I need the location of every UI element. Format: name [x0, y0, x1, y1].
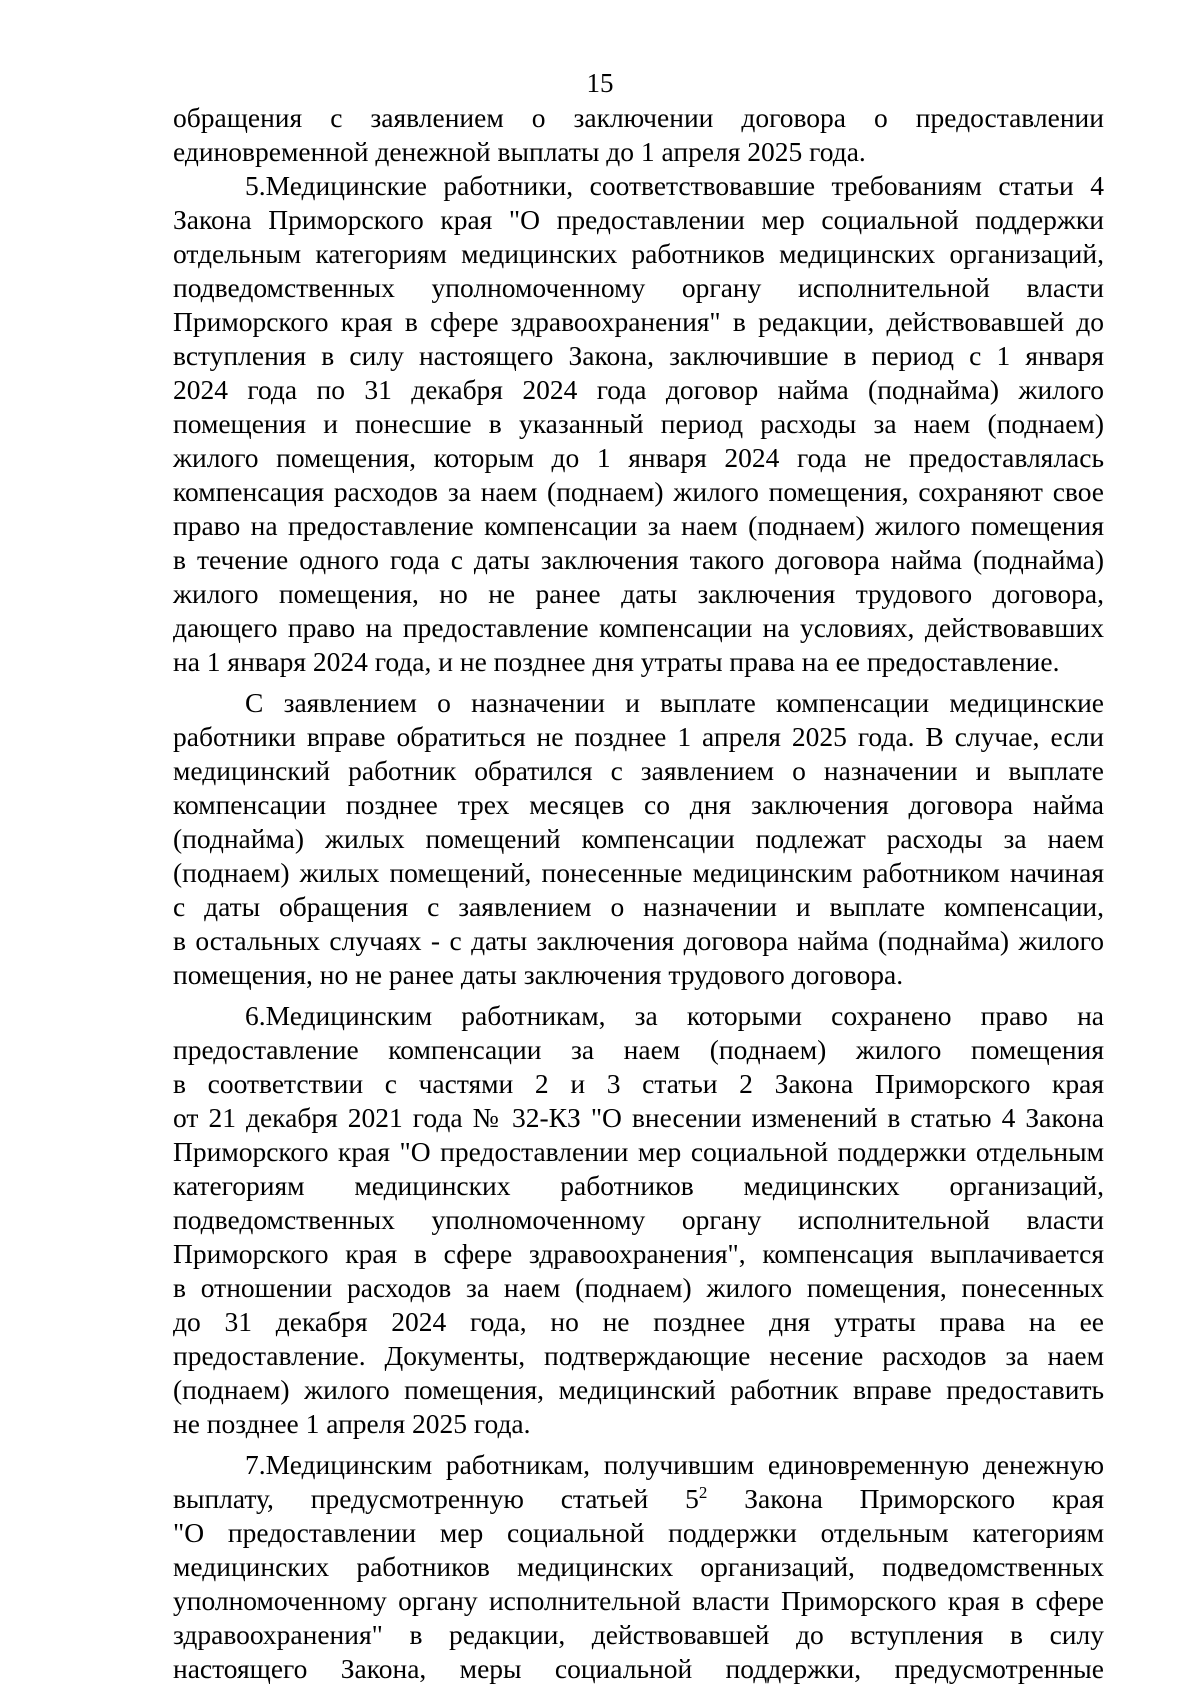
text-line: (поднайма) жилых помещений компенсации подлежат расходы за наем	[173, 823, 1104, 854]
text-line: в течение одного года с даты заключения такого договора найма (поднайма)	[173, 544, 1104, 575]
text-line: 6.Медицинским работникам, за которыми сохранено право на	[245, 1000, 1104, 1031]
text-line: Закона Приморского края "О предоставлении мер социальной поддержки	[173, 204, 1104, 235]
text-line: уполномоченному органу исполнительной власти Приморского края в сфере	[173, 1585, 1104, 1616]
text-line: "О предоставлении мер социальной поддержки отдельным категориям	[173, 1517, 1104, 1548]
text-line: 5.Медицинские работники, соответствовавшие требованиям статьи 4	[245, 170, 1104, 201]
text-line: работники вправе обратиться не позднее 1 апреля 2025 года. В случае, если	[173, 721, 1104, 752]
text-line: настоящего Закона, меры социальной поддержки, предусмотренные	[173, 1653, 1104, 1684]
text-line: предоставление компенсации за наем (поднаем) жилого помещения	[173, 1034, 1104, 1065]
text-line: Приморского края в сфере здравоохранения", компенсация выплачивается	[173, 1238, 1104, 1269]
superscript: 2	[698, 1482, 708, 1502]
document-body	[173, 101, 1104, 1686]
paragraph	[173, 169, 1104, 679]
text-line: компенсации позднее трех месяцев со дня заключения договора найма	[173, 789, 1104, 820]
text-fragment: Закона Приморского края	[707, 1483, 1104, 1514]
text-line: не позднее 1 апреля 2025 года.	[173, 1408, 531, 1439]
text-line: 7.Медицинским работникам, получившим единовременную денежную	[245, 1449, 1104, 1480]
text-line: на 1 января 2024 года, и не позднее дня утраты права на ее предоставление.	[173, 646, 1060, 677]
text-line: от 21 декабря 2021 года № 32-КЗ "О внесении изменений в статью 4 Закона	[173, 1102, 1104, 1133]
text-line: Приморского края в сфере здравоохранения" в редакции, действовавшей до	[173, 306, 1104, 337]
text-line: Приморского края "О предоставлении мер социальной поддержки отдельным	[173, 1136, 1104, 1167]
paragraph	[173, 686, 1104, 992]
text-line: единовременной денежной выплаты до 1 апреля 2025 года.	[173, 136, 866, 167]
text-line: жилого помещения, которым до 1 января 2024 года не предоставлялась	[173, 442, 1104, 473]
text-line: помещения и понесшие в указанный период расходы за наем (поднаем)	[173, 408, 1104, 439]
text-line: (поднаем) жилого помещения, медицинский работник вправе предоставить	[173, 1374, 1104, 1405]
page-number: 15	[586, 68, 614, 98]
text-line: в отношении расходов за наем (поднаем) жилого помещения, понесенных	[173, 1272, 1104, 1303]
text-line: вступления в силу настоящего Закона, заключившие в период с 1 января	[173, 340, 1104, 371]
text-line: подведомственных уполномоченному органу исполнительной власти	[173, 272, 1104, 303]
text-line: помещения, но не ранее даты заключения трудового договора.	[173, 959, 904, 990]
text-line: подведомственных уполномоченному органу исполнительной власти	[173, 1204, 1104, 1235]
text-line: до 31 декабря 2024 года, но не позднее дня утраты права на ее	[173, 1306, 1104, 1337]
paragraph	[173, 1448, 1104, 1686]
text-line: в соответствии с частями 2 и 3 статьи 2 Закона Приморского края	[173, 1068, 1104, 1099]
text-line: отдельным категориям медицинских работников медицинских организаций,	[173, 238, 1104, 269]
paragraph	[173, 999, 1104, 1441]
text-line: обращения с заявлением о заключении договора о предоставлении	[173, 102, 1104, 133]
text-line: С заявлением о назначении и выплате компенсации медицинские	[245, 687, 1104, 718]
text-line: в остальных случаях - с даты заключения договора найма (поднайма) жилого	[173, 925, 1104, 956]
text-line-with-superscript	[173, 1482, 1104, 1516]
text-line: дающего право на предоставление компенсации на условиях, действовавших	[173, 612, 1104, 643]
text-line: (поднаем) жилых помещений, понесенные медицинским работником начиная	[173, 857, 1104, 888]
text-line: право на предоставление компенсации за наем (поднаем) жилого помещения	[173, 510, 1104, 541]
text-line: с даты обращения с заявлением о назначении и выплате компенсации,	[173, 891, 1104, 922]
text-line: предоставление. Документы, подтверждающие несение расходов за наем	[173, 1340, 1104, 1371]
paragraph	[173, 101, 1104, 169]
text-line: медицинский работник обратился с заявлением о назначении и выплате	[173, 755, 1104, 786]
text-line: жилого помещения, но не ранее даты заключения трудового договора,	[173, 578, 1104, 609]
text-line: медицинских работников медицинских организаций, подведомственных	[173, 1551, 1104, 1582]
text-line: здравоохранения" в редакции, действовавшей до вступления в силу	[173, 1619, 1104, 1650]
text-line: категориям медицинских работников медицинских организаций,	[173, 1170, 1104, 1201]
text-fragment: выплату, предусмотренную статьей 5	[173, 1483, 699, 1514]
text-line: компенсация расходов за наем (поднаем) жилого помещения, сохраняют свое	[173, 476, 1104, 507]
text-line: 2024 года по 31 декабря 2024 года договор найма (поднайма) жилого	[173, 374, 1104, 405]
